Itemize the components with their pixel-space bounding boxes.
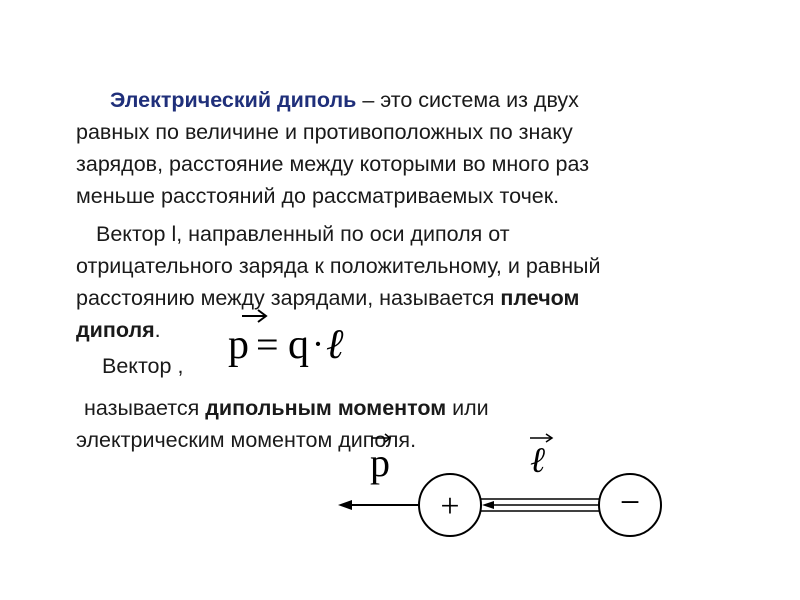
moment-vector-intro (76, 350, 736, 382)
arm-term: плечом (500, 286, 580, 310)
dipole-definition (76, 84, 736, 212)
dipole-moment-arrowhead-icon (338, 500, 352, 510)
definition-line4: меньше расстояний до рассматриваемых точек. (76, 184, 560, 208)
dipole-diagram (320, 428, 680, 548)
moment-line1b: или (446, 396, 489, 420)
plus-sign: + (440, 488, 460, 525)
dipole-term: Электрический диполь (110, 88, 357, 112)
formula-l: ℓ (326, 322, 344, 368)
dipole-moment-formula (222, 306, 372, 374)
arm-vector-arrowhead-icon (482, 501, 494, 509)
diagram-p-label: p (370, 440, 390, 485)
arm-line4-end: . (154, 318, 161, 342)
formula-q: q (288, 322, 309, 368)
moment-line1a: называется (84, 396, 206, 420)
dipole-moment-term: дипольным моментом (205, 396, 447, 420)
definition-line3: зарядов, расстояние между которыми во много раз (76, 152, 590, 176)
arm-line2: отрицательного заряда к положительному, и равный (76, 254, 601, 278)
moment-line2: электрическим моментом диполя. (76, 428, 417, 452)
moment-intro-text: Вектор , (102, 354, 184, 378)
definition-line1: – это система из двух (356, 88, 579, 112)
arm-line1: Вектор l, направленный по оси диполя от (96, 222, 510, 246)
formula-dot: · (312, 324, 324, 364)
diagram-l-label: ℓ (530, 440, 545, 480)
arm-term-dipole: диполя (76, 318, 155, 342)
definition-line2: равных по величине и противоположных по знаку (76, 120, 573, 144)
arm-line3: расстоянию между зарядами, называется (76, 286, 501, 310)
formula-p: p (228, 322, 249, 368)
formula-eq: = (256, 322, 279, 367)
arm-vector-paragraph (76, 218, 736, 346)
minus-sign: − (619, 482, 641, 522)
